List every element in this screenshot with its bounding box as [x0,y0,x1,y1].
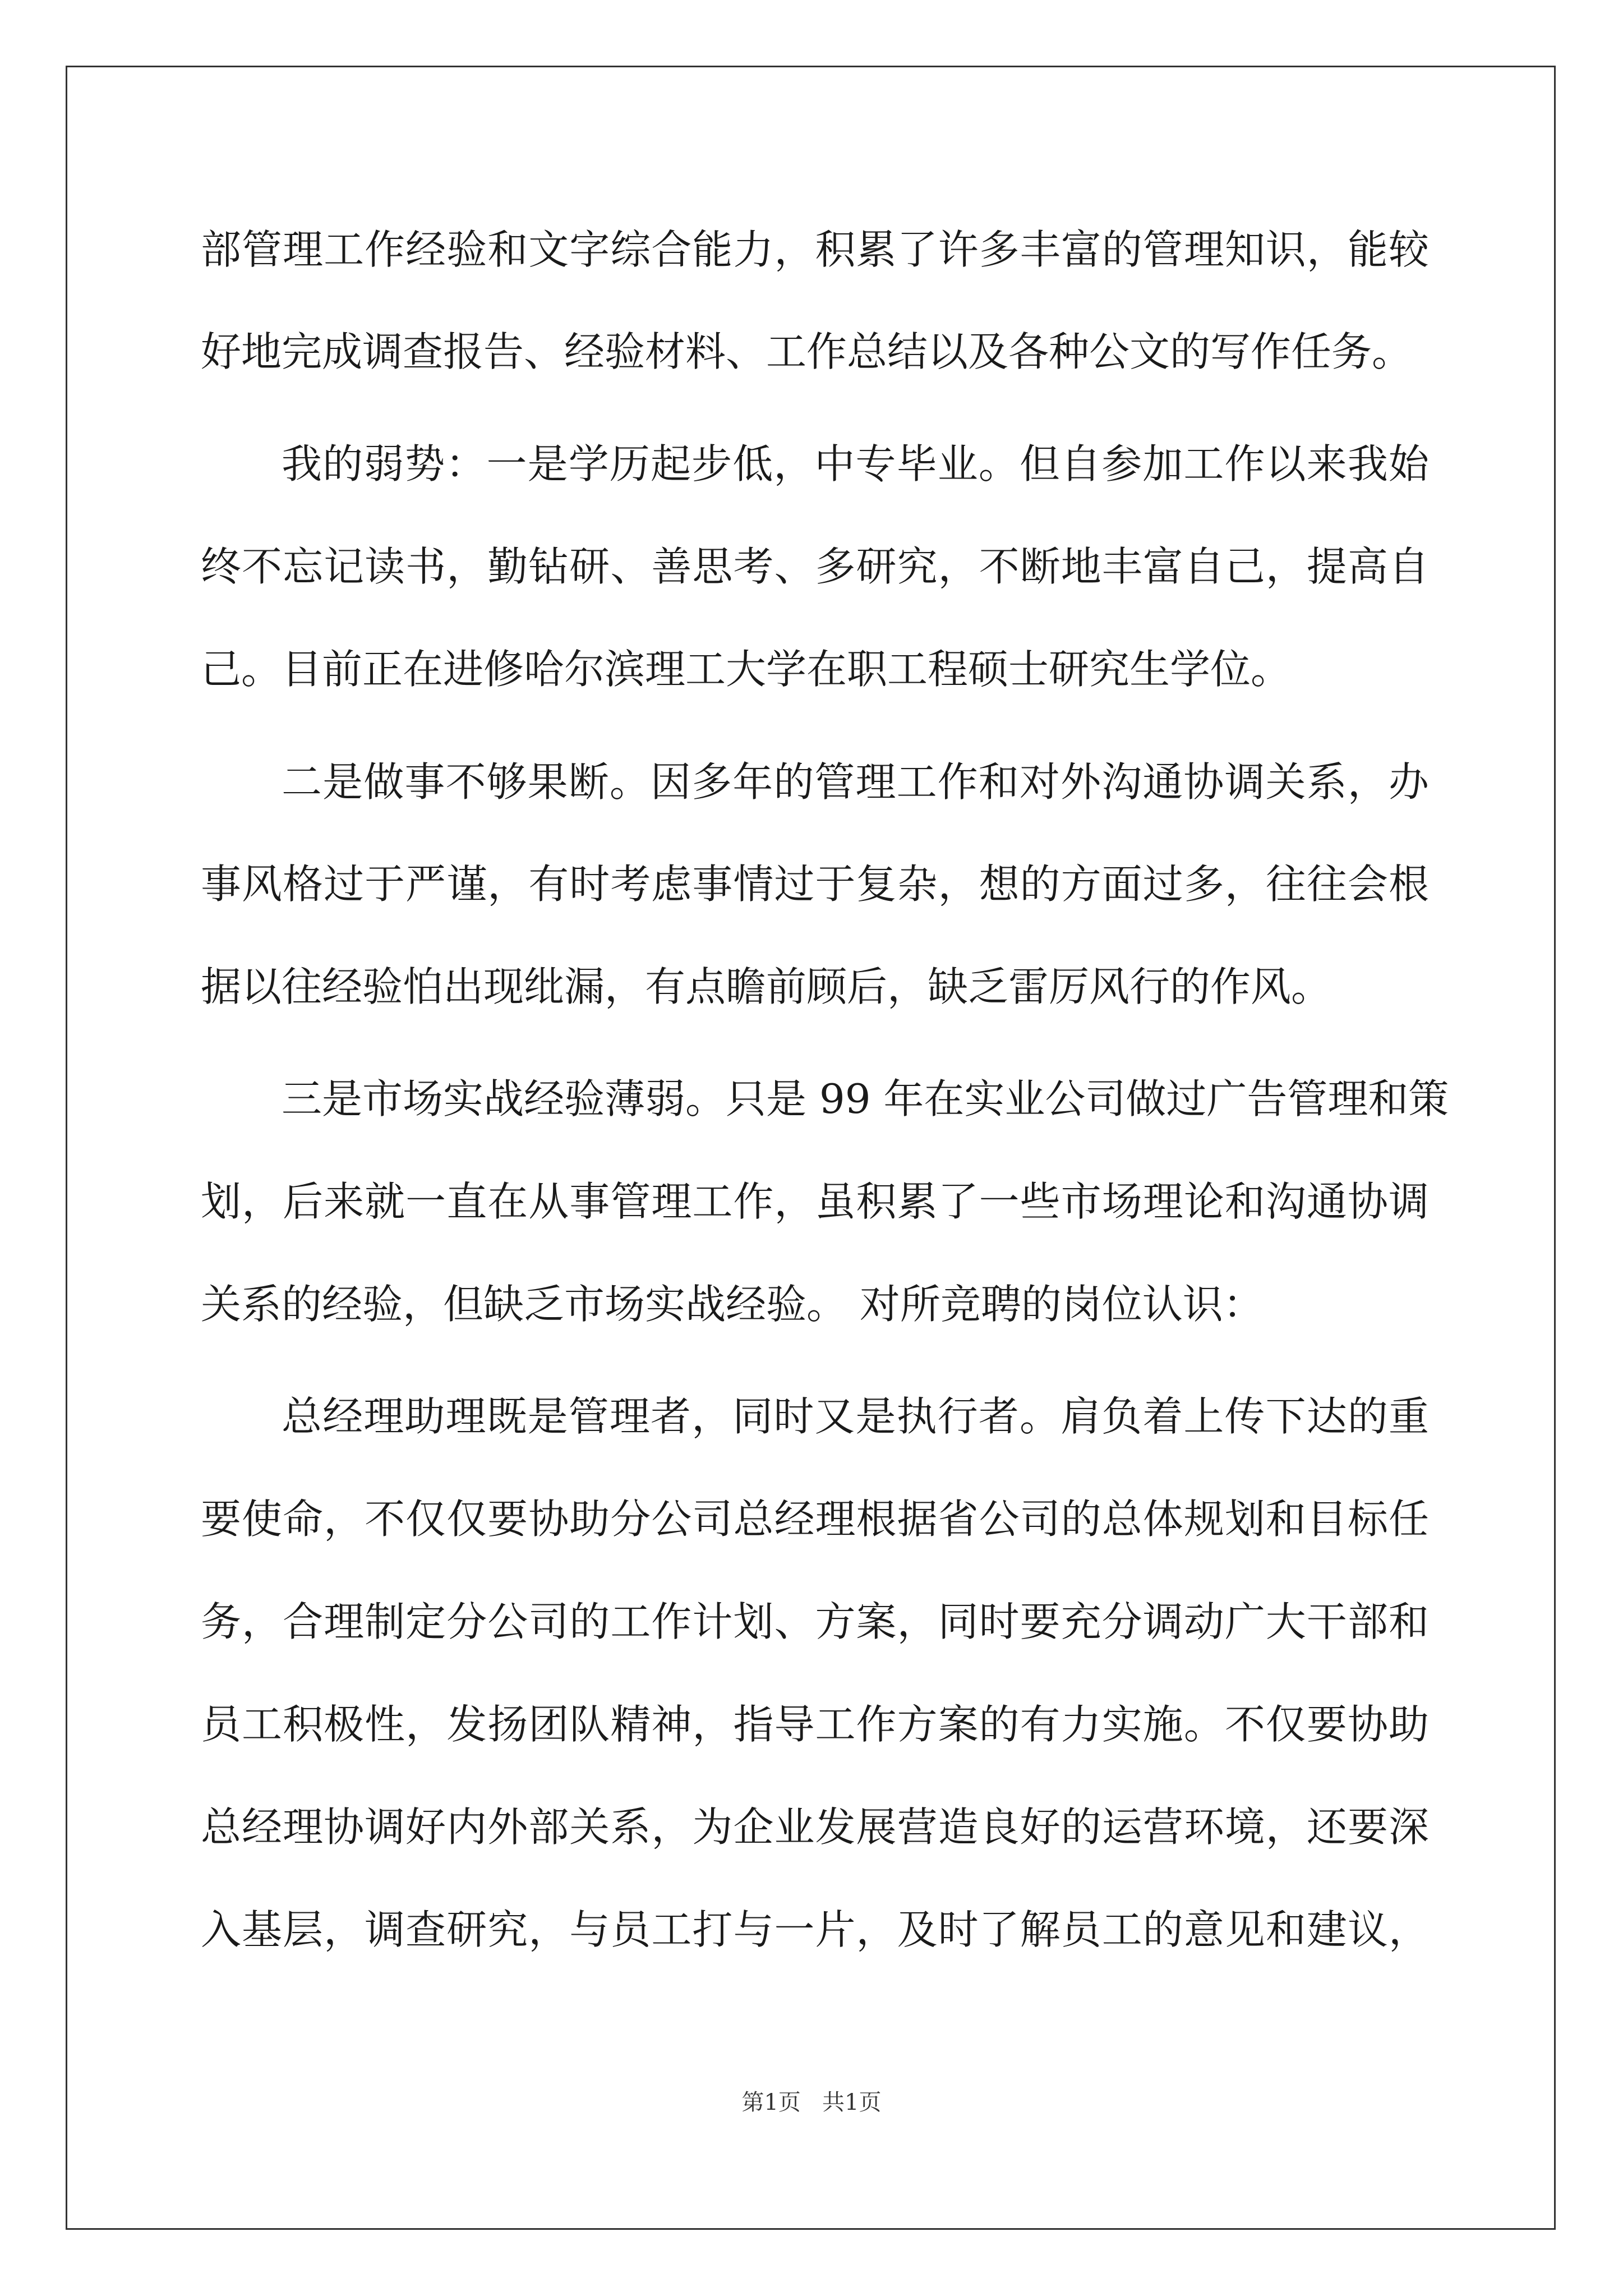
text-line: 划，后来就一直在从事管理工作，虽积累了一些市场理论和沟通协调 [201,1178,1429,1225]
text-line: 总经理协调好内外部关系，为企业发展营造良好的运营环境，还要深 [201,1803,1429,1851]
text-line: 据以往经验怕出现纰漏，有点瞻前顾后，缺乏雷厉风行的作风。 [201,963,1332,1010]
text-line: 三是市场实战经验薄弱。只是 99 年在实业公司做过广告管理和策 [282,1075,1449,1122]
text-line: 终不忘记读书，勤钻研、善思考、多研究，不断地丰富自己，提高自 [201,543,1429,590]
text-line: 己。目前正在进修哈尔滨理工大学在职工程硕士研究生学位。 [201,646,1292,693]
text-line: 部管理工作经验和文字综合能力，积累了许多丰富的管理知识，能较 [201,226,1429,273]
page-footer: 第1页 共1页 [741,2090,882,2115]
text-line: 务，合理制定分公司的工作计划、方案，同时要充分调动广大干部和 [201,1598,1429,1645]
text-line: 关系的经验，但缺乏市场实战经验。 对所竞聘的岗位认识： [201,1281,1264,1328]
text-line: 二是做事不够果断。因多年的管理工作和对外沟通协调关系，办 [282,758,1429,806]
text-line: 入基层，调查研究，与员工打与一片，及时了解员工的意见和建议， [201,1906,1429,1953]
text-line: 总经理助理既是管理者，同时又是执行者。肩负着上传下达的重 [282,1393,1429,1440]
text-line: 事风格过于严谨，有时考虑事情过于复杂，想的方面过多，往往会根 [201,861,1429,908]
text-line: 要使命，不仅仅要协助分公司总经理根据省公司的总体规划和目标任 [201,1496,1429,1543]
text-line: 员工积极性，发扬团队精神，指导工作方案的有力实施。不仅要协助 [201,1701,1429,1748]
text-line: 我的弱势：一是学历起步低，中专毕业。但自参加工作以来我始 [282,440,1429,487]
text-line: 好地完成调查报告、经验材料、工作总结以及各种公文的写作任务。 [201,328,1413,375]
